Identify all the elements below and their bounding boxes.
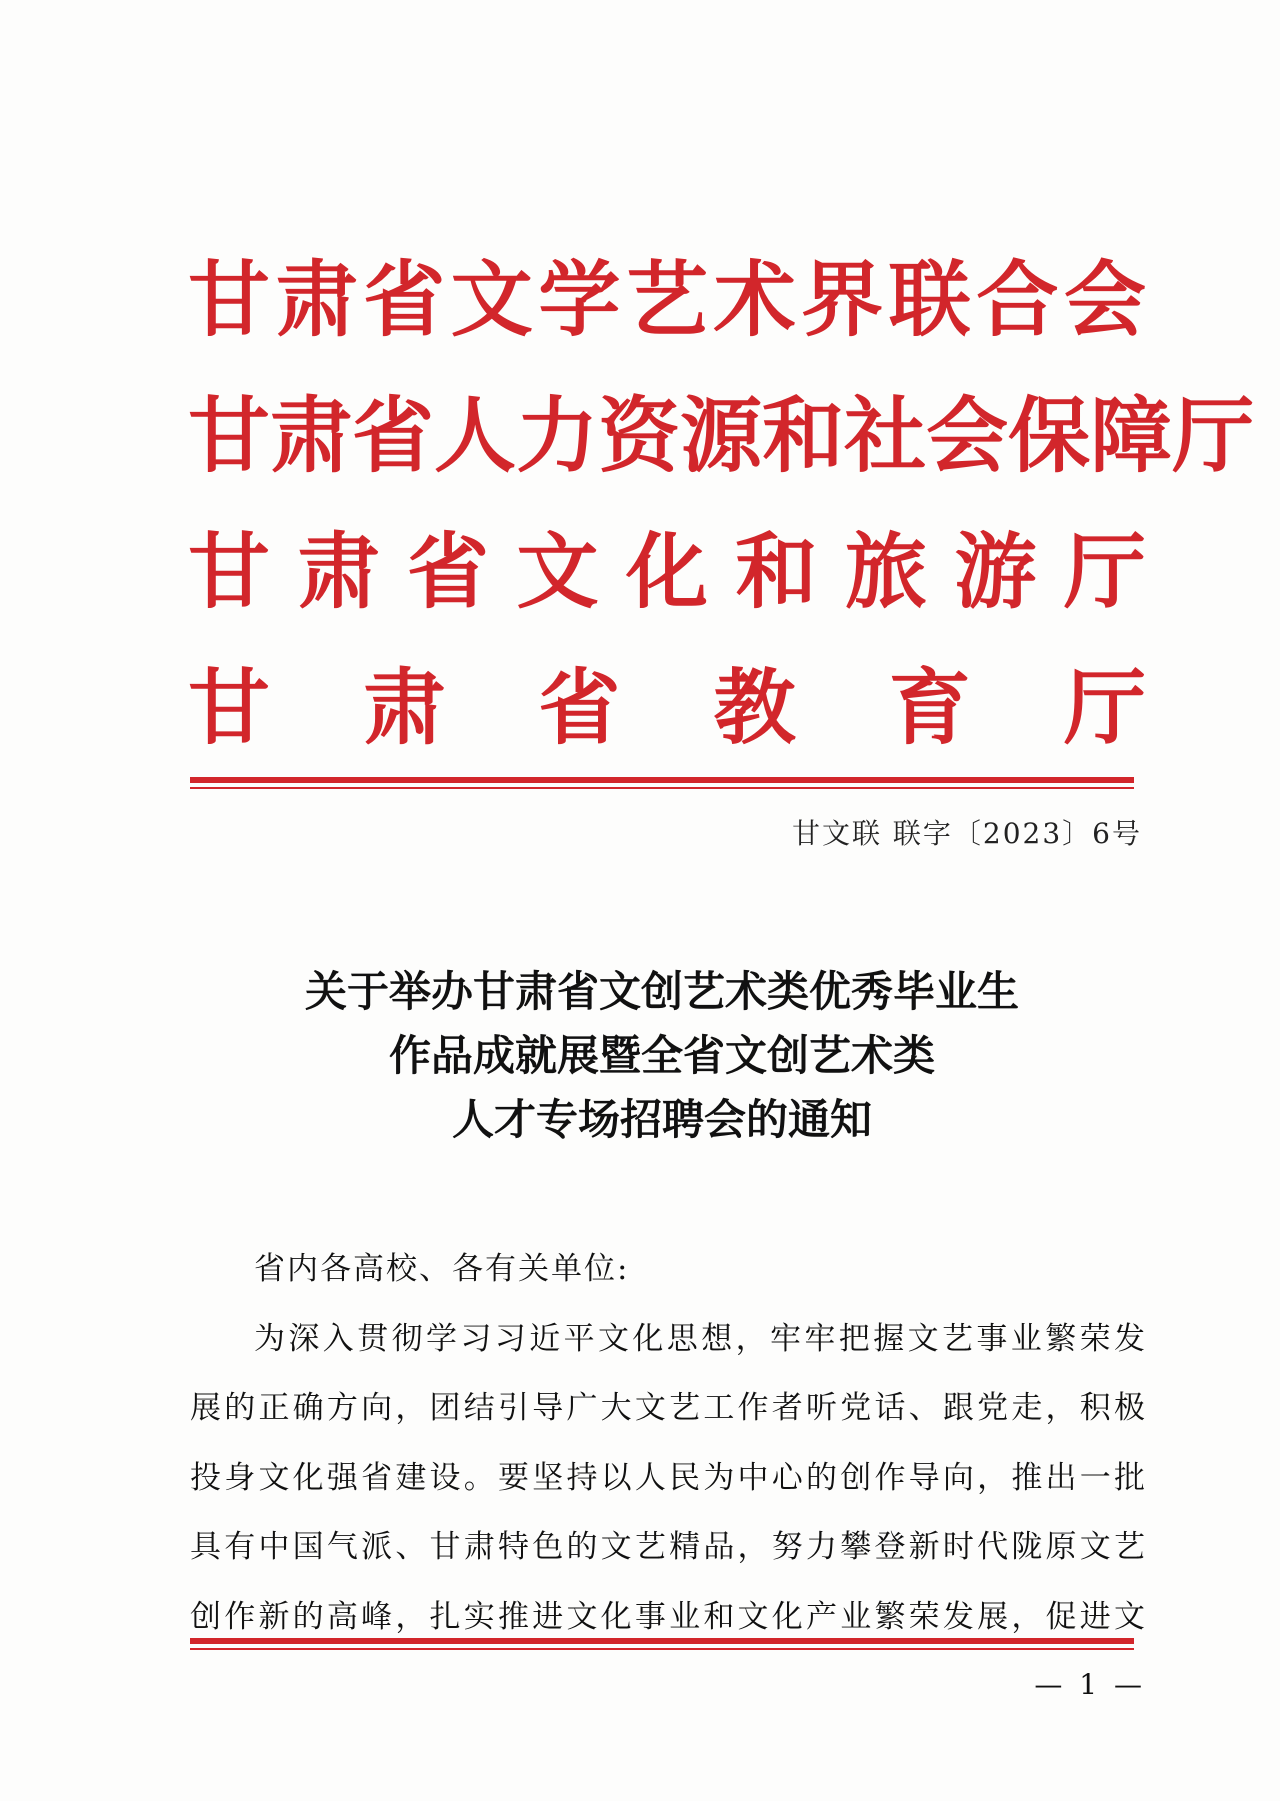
divider-thin bbox=[190, 787, 1134, 789]
issuer-char: 厅 bbox=[1063, 524, 1146, 620]
issuer-line bbox=[188, 640, 1146, 776]
issuer-char: 省 bbox=[352, 388, 435, 484]
issuer-char: 和 bbox=[762, 388, 845, 484]
issuer-char: 甘 bbox=[188, 388, 271, 484]
divider-thin bbox=[190, 1648, 1134, 1650]
header-divider bbox=[190, 777, 1134, 789]
issuer-line bbox=[188, 504, 1146, 640]
divider-thick bbox=[190, 1638, 1134, 1644]
issuer-char: 游 bbox=[954, 524, 1037, 620]
issuer-char: 肃 bbox=[275, 252, 358, 348]
issuer-char: 厅 bbox=[1063, 660, 1146, 756]
issuer-char: 旅 bbox=[844, 524, 927, 620]
issuer-char: 合 bbox=[976, 252, 1059, 348]
issuer-char: 和 bbox=[735, 524, 818, 620]
issuer-char: 障 bbox=[1090, 388, 1173, 484]
paragraph-line: 具有中国气派、甘肃特色的文艺精品，努力攀登新时代陇原文艺 bbox=[190, 1529, 1145, 1565]
issuer-char: 省 bbox=[538, 660, 621, 756]
issuer-char: 力 bbox=[516, 388, 599, 484]
issuer-char: 会 bbox=[926, 388, 1009, 484]
title-line: 作品成就展暨全省文创艺术类 bbox=[388, 1031, 935, 1080]
issuer-char: 保 bbox=[1008, 388, 1091, 484]
document-number: 甘文联 联字〔2023〕6号 bbox=[792, 817, 1142, 850]
issuer-char: 源 bbox=[680, 388, 763, 484]
issuer-char: 学 bbox=[538, 252, 621, 348]
issuer-char: 甘 bbox=[188, 524, 271, 620]
issuer-char: 省 bbox=[406, 524, 489, 620]
paragraph-line: 创作新的高峰，扎实推进文化事业和文化产业繁荣发展，促进文 bbox=[190, 1598, 1145, 1635]
issuer-char: 人 bbox=[434, 388, 517, 484]
document-body bbox=[190, 1235, 1145, 1652]
issuer-char: 文 bbox=[450, 252, 533, 348]
issuer-char: 术 bbox=[713, 252, 796, 348]
issuer-char: 化 bbox=[625, 524, 708, 620]
document-title bbox=[190, 960, 1134, 1152]
issuer-char: 省 bbox=[363, 252, 446, 348]
issuer-char: 甘 bbox=[188, 252, 271, 348]
issuer-char: 肃 bbox=[363, 660, 446, 756]
issuer-char: 厅 bbox=[1172, 388, 1255, 484]
issuer-char: 社 bbox=[844, 388, 927, 484]
page-number: — 1 — bbox=[1034, 1668, 1146, 1701]
footer-divider bbox=[190, 1638, 1134, 1650]
issuer-char: 文 bbox=[516, 524, 599, 620]
issuer-char: 教 bbox=[713, 660, 796, 756]
divider-thick bbox=[190, 777, 1134, 783]
issuer-char: 联 bbox=[888, 252, 971, 348]
issuer-char: 肃 bbox=[297, 524, 380, 620]
issuer-char: 资 bbox=[598, 388, 681, 484]
issuer-char: 育 bbox=[888, 660, 971, 756]
paragraph-line: 展的正确方向，团结引导广大文艺工作者听党话、跟党走，积极 bbox=[190, 1390, 1145, 1426]
issuer-char: 艺 bbox=[625, 252, 708, 348]
title-line: 人才专场招聘会的通知 bbox=[451, 1095, 872, 1144]
issuer-char: 界 bbox=[801, 252, 884, 348]
issuer-char: 会 bbox=[1063, 252, 1146, 348]
paragraph-line: 投身文化强省建设。要坚持以人民为中心的创作导向，推出一批 bbox=[190, 1459, 1145, 1496]
issuer-header bbox=[188, 232, 1255, 776]
issuer-char: 肃 bbox=[270, 388, 353, 484]
salutation: 省内各高校、各有关单位: bbox=[254, 1251, 630, 1287]
paragraph-line: 为深入贯彻学习习近平文化思想，牢牢把握文艺事业繁荣发 bbox=[254, 1320, 1145, 1357]
issuer-char: 甘 bbox=[188, 660, 271, 756]
issuer-line bbox=[188, 368, 1255, 504]
issuer-line bbox=[188, 232, 1146, 368]
title-line: 关于举办甘肃省文创艺术类优秀毕业生 bbox=[304, 967, 1019, 1016]
